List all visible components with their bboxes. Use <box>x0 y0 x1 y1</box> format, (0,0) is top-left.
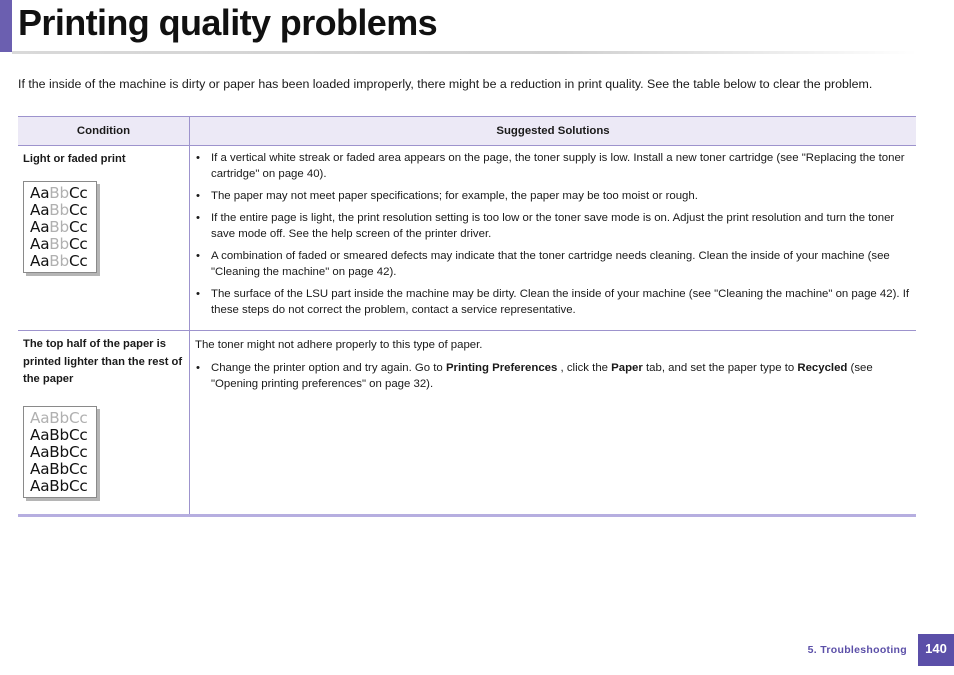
sample-text-line: AaBbCc <box>30 408 88 427</box>
solution-item: • The surface of the LSU part inside the machine may be dirty. Clean the inside of your machine (see "Cleaning the machine" on page 42). If these steps do not correct the problem, contact a service representative. <box>195 286 910 318</box>
title-accent-bar <box>0 0 12 52</box>
faded-print-sample-image <box>23 181 97 273</box>
page-title: Printing quality problems <box>18 2 438 43</box>
sample-text-line: AaBbCc <box>30 183 88 202</box>
condition-label: Light or faded print <box>23 153 126 165</box>
menu-reference-printing-preferences: Printing Preferences <box>445 362 558 374</box>
condition-cell <box>18 146 190 331</box>
solutions-list <box>195 360 910 392</box>
title-divider <box>12 51 917 54</box>
footer-section-label: 5. Troubleshooting <box>807 644 907 656</box>
solution-item: • If a vertical white streak or faded area appears on the page, the toner supply is low. Install a new toner cartridge (see "Replacing the toner cartridge" on page 40). <box>195 150 910 182</box>
table-row <box>18 146 916 331</box>
table-row <box>18 331 916 516</box>
solution-item: • Change the printer option and try again. Go to Printing Preferences , click the Paper tab, and set the paper type to Recycled (see "Opening printing preferences" on page 32). <box>195 360 910 392</box>
sample-text-line: AaBbCc <box>30 425 88 444</box>
condition-header: Condition <box>18 117 190 146</box>
option-reference-recycled: Recycled <box>797 362 848 374</box>
solutions-header: Suggested Solutions <box>190 117 917 146</box>
table-header-row <box>18 117 916 146</box>
condition-label: The top half of the paper is printed lighter than the rest of the paper <box>23 338 183 385</box>
sample-text-line: AaBbCc <box>30 217 88 236</box>
condition-cell <box>18 331 190 516</box>
sample-text-line: AaBbCc <box>30 252 88 271</box>
intro-paragraph: If the inside of the machine is dirty or paper has been loaded improperly, there might be a reduction in print quality. See the table below to clear the problem. <box>18 77 873 91</box>
solutions-list <box>195 150 910 318</box>
sample-text-line: AaBbCc <box>30 477 88 496</box>
solution-item: • If the entire page is light, the print resolution setting is too low or the toner save mode is on. Adjust the print resolution and turn the toner save mode off. See the help screen of the printer driver. <box>195 210 910 242</box>
solution-item: • A combination of faded or smeared defects may indicate that the toner cartridge needs cleaning. Clean the inside of your machine (see "Cleaning the machine" on page 42). <box>195 248 910 280</box>
sample-text-line: AaBbCc <box>30 200 88 219</box>
solutions-cell <box>190 331 917 516</box>
solution-item: • The paper may not meet paper specifications; for example, the paper may be too moist or rough. <box>195 188 910 204</box>
tab-reference-paper: Paper <box>611 362 643 374</box>
sample-text-line: AaBbCc <box>30 235 88 254</box>
sample-text-line: AaBbCc <box>30 442 88 461</box>
troubleshooting-table <box>18 116 916 517</box>
solutions-cell <box>190 146 917 331</box>
page-number-badge: 140 <box>918 634 954 666</box>
light-top-sample-image <box>23 406 97 498</box>
solution-intro: The toner might not adhere properly to this type of paper. <box>195 339 483 351</box>
sample-text-line: AaBbCc <box>30 460 88 479</box>
